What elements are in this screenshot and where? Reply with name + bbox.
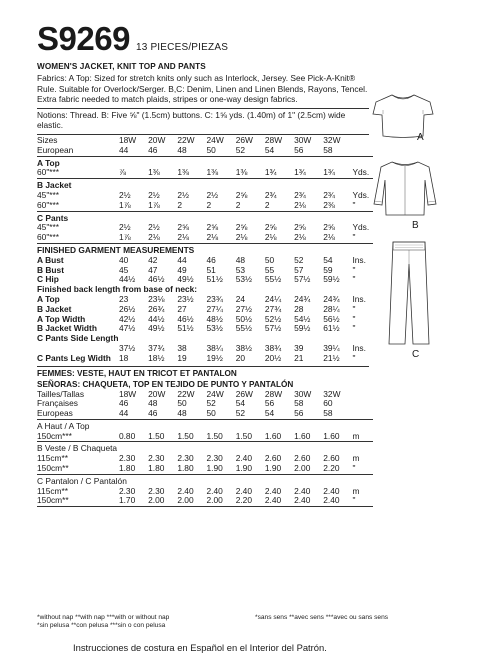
cell-value: 40 [118,254,129,265]
cell-value: 20W [148,388,166,399]
fabrics-text: Fabrics: A Top: Sized for stretch knits only such as Interlock, Jersey. See Pick-A-Knit® Rule. Suitable for Overlock/Serger. B,C: Denim, Linen and Linen Blends, Rayons, Tencel. Extra fabric needed to match plaids, stripes or one-way design fabrics. [37,73,368,105]
cell-value: 1⅜ [235,167,248,178]
cell-value: 50½ [235,313,252,324]
cell-value: 56 [264,398,275,409]
cell-unit: Yds. [352,222,370,233]
cell-value: 2⅛ [294,232,306,243]
divider [37,108,369,109]
cell-value: 26½ [118,303,136,314]
cell-value: 42 [148,254,158,265]
cell-value: 28 [294,303,304,314]
row-label: A Top [37,293,60,304]
cell-value: 51½ [177,323,194,334]
cell-value: 38½ [235,342,252,353]
cell-unit [352,146,373,156]
cell-value: 54 [264,408,275,419]
cell-value: 24¼ [264,293,282,304]
cell-value: 2⅛ [148,232,160,243]
notions-text: Notions: Thread. B: Five ⅝" (1.5cm) buttons. C: 1⅝ yds. (1.40m) of 1" (2.5cm) wide elastic. [37,109,346,131]
section-heading: B Veste / B Chaqueta [37,443,118,454]
cell-value: 1⅜ [206,167,219,178]
cell-value: 27½ [235,303,252,314]
cell-value: 59½ [294,323,311,334]
cell-value: 50 [177,398,187,409]
cell-value: 38¾ [264,342,282,353]
divider [37,366,369,367]
cell-value: 56 [294,144,304,155]
cell-value: 26W [235,388,253,399]
cell-value: 1⅞ [118,199,131,210]
cell-value: 24¾ [323,293,340,304]
metric-yardage-table [37,390,373,510]
row-label: 150cm*** [37,430,72,441]
cell-value: 47 [148,264,158,275]
view-a-top-illustration [370,92,436,142]
cell-value: 32W [323,388,341,399]
cell-value: 44½ [118,274,136,285]
row-label: C Hip [37,274,59,285]
cell-value: 20W [148,134,166,145]
cell-value: 50 [264,254,275,265]
cell-value: 0.80 [118,430,136,441]
cell-value: 2¾ [264,189,277,200]
cell-value: 2⅝ [323,222,335,233]
cell-value: 48 [177,144,187,155]
footnote-english: *without nap **with nap ***with or without nap [37,614,170,621]
cell-value: 2.30 [118,453,136,464]
cell-value: 18½ [148,352,165,363]
cell-value: 2⅝ [206,222,219,233]
cell-unit: m [352,430,360,441]
cell-value: 54½ [294,313,311,324]
cell-value: 46½ [177,313,194,324]
cell-value: 2½ [148,189,160,200]
row-label: Tailles/Tallas [37,388,85,399]
view-c-pants-illustration [385,240,433,348]
cell-value: 1⅜ [177,167,189,178]
cell-unit: " [352,274,356,285]
cell-value: 44½ [148,313,165,324]
cell-value: 56½ [323,313,340,324]
cell-value: 2.00 [148,495,165,506]
cell-value: 58 [323,408,333,419]
cell-value: 2.00 [177,495,194,506]
cell-value: 1.60 [323,430,340,441]
cell-value: 59½ [323,274,340,285]
section-heading: C Pantalon / C Pantalón [37,475,127,486]
section-heading: Finished back length from base of neck: [37,284,198,295]
cell-value: 48 [235,254,246,265]
cell-value: 2.20 [323,463,340,474]
cell-unit: " [352,463,356,474]
cell-value: 30W [294,134,312,145]
cell-value: 1.90 [264,463,282,474]
section-heading: B Jacket [37,180,72,191]
cell-value: 48 [148,398,158,409]
cell-value: 21½ [323,352,340,363]
cell-value: 2.20 [235,495,252,506]
table-row [37,409,373,419]
cell-value: 2.40 [206,485,223,496]
cell-value: 38¼ [206,342,223,353]
row-label: 45"*** [37,189,60,200]
cell-value: 45 [118,264,129,275]
cell-value: 2.30 [177,453,194,464]
row-divider [37,507,373,510]
cell-value: 2⅝ [264,222,277,233]
cell-value: 58 [323,144,333,155]
cell-value: 44 [118,408,129,419]
cell-value: 28W [264,134,283,145]
cell-value: 2⅛ [235,232,248,243]
cell-value: 2.40 [323,485,340,496]
cell-value: 27¾ [264,303,282,314]
cell-value: 2⅝ [177,222,189,233]
cell-unit: " [352,495,356,506]
cell-value: 2.40 [294,485,311,496]
cell-unit: Ins. [352,342,366,353]
cell-value: 2.60 [294,453,311,464]
cell-value: ⅞ [118,167,126,178]
table-row [37,233,373,243]
cell-value: 42½ [118,313,136,324]
row-label: 150cm** [37,463,69,474]
row-label: B Jacket [37,303,72,314]
cell-unit: " [352,352,356,363]
cell-value: 2½ [177,189,189,200]
table-row [37,354,373,364]
cell-value: 1¾ [294,167,306,178]
row-label: 115cm** [37,453,69,464]
cell-value: 39 [294,342,304,353]
row-label: Sizes [37,134,58,145]
cell-value: 2.40 [294,495,311,506]
cell-value: 1.50 [177,430,194,441]
cell-value: 1.80 [118,463,136,474]
cell-value: 1.70 [118,495,136,506]
cell-unit: " [352,303,356,314]
cell-value: 23¾ [206,293,223,304]
english-yardage-table [37,136,373,364]
cell-value: 2½ [206,189,219,200]
row-label: B Bust [37,264,64,275]
cell-value: 49 [177,264,187,275]
cell-unit: Ins. [352,254,366,265]
cell-value: 60 [323,398,333,409]
cell-unit: Yds. [352,189,370,200]
cell-value: 57 [294,264,304,275]
cell-value: 2⅛ [177,232,189,243]
cell-value: 2 [235,199,241,210]
english-section [37,61,369,509]
cell-value: 28¼ [323,303,340,314]
cell-value: 2¾ [294,189,306,200]
cell-value: 2 [264,199,270,210]
cell-value: 2.40 [264,495,282,506]
cell-value: 46½ [148,274,165,285]
cell-value: 52 [235,408,246,419]
cell-value: 51 [206,264,216,275]
cell-value: 50 [206,144,216,155]
cell-value: 2⅝ [294,222,306,233]
cell-value: 52 [206,398,216,409]
row-label: European [37,144,74,155]
cell-value: 1.50 [206,430,223,441]
cell-unit: " [352,232,356,243]
cell-value: 27 [177,303,187,314]
divider [37,134,369,135]
cell-value: 28W [264,388,283,399]
table-row [37,168,373,178]
cell-value: 55½ [235,323,252,334]
cell-value: 2.30 [206,453,223,464]
section-heading: A Haut / A Top [37,420,90,431]
table-row [37,496,373,506]
table-row [37,432,373,442]
cell-value: 2.40 [235,453,252,464]
cell-value: 44 [177,254,187,265]
cell-value: 56 [294,408,304,419]
cell-value: 55 [264,264,275,275]
cell-value: 44 [118,144,129,155]
cell-value: 1.80 [148,463,165,474]
cell-value: 26W [235,134,253,145]
cell-value: 2½ [148,222,160,233]
cell-value: 49½ [148,323,165,334]
cell-value: 53½ [206,323,223,334]
divider [37,507,373,510]
cell-value: 39¼ [323,342,340,353]
cell-value: 2.30 [118,485,136,496]
cell-value: 1.50 [148,430,165,441]
header [37,22,228,55]
row-label: 115cm** [37,485,69,496]
cell-value: 2.60 [323,453,340,464]
cell-value: 1.50 [235,430,252,441]
cell-unit: " [352,199,356,210]
cell-value: 46 [148,408,158,419]
row-label: 45"*** [37,222,60,233]
cell-value: 21 [294,352,304,363]
cell-value: 2.30 [148,453,165,464]
cell-value: 37½ [118,342,136,353]
view-b-jacket-illustration [370,160,440,218]
cell-value: 2.00 [294,463,311,474]
cell-unit: m [352,485,360,496]
cell-value: 54 [323,254,333,265]
row-label: 60"*** [37,232,60,243]
cell-value: 2 [177,199,182,210]
cell-value: 19 [177,352,187,363]
footnotes [37,614,437,631]
cell-value: 26¾ [148,303,165,314]
english-title: WOMEN'S JACKET, KNIT TOP AND PANTS [37,62,206,71]
cell-unit: m [352,453,360,464]
cell-value: 57½ [294,274,311,285]
row-label: A Top Width [37,313,86,324]
cell-value: 46 [148,144,158,155]
cell-value: 2⅝ [235,222,248,233]
cell-value: 2.40 [323,495,340,506]
cell-value: 2.40 [177,485,194,496]
cell-value: 47½ [118,323,136,334]
cell-unit [352,409,373,419]
cell-value: 2.60 [264,453,282,464]
cell-value: 2⅝ [235,189,248,200]
cell-value: 2⅛ [206,232,219,243]
row-label: Europeas [37,408,73,419]
cell-value: 23½ [177,293,194,304]
section-heading: A Top [37,157,60,168]
pieces-count: 13 PIECES/PIEZAS [135,42,229,53]
cell-value: 1.90 [235,463,252,474]
cell-value: 1.80 [177,463,194,474]
cell-unit: " [352,264,356,275]
section-heading: C Pants Side Length [37,333,119,344]
cell-value: 24 [235,293,246,304]
view-a-label: A [417,132,424,143]
footnote-french: *sans sens **avec sens ***avec ou sans sens [255,614,389,621]
cell-value: 22W [177,388,195,399]
row-label: A Bust [37,254,64,265]
cell-value: 53½ [235,274,252,285]
cell-value: 24W [206,134,224,145]
cell-value: 2½ [118,189,131,200]
cell-value: 1.60 [264,430,282,441]
cell-value: 24W [206,388,224,399]
cell-value: 1.60 [294,430,311,441]
cell-unit [352,390,373,400]
cell-value: 20 [235,352,246,363]
cell-value: 2.00 [206,495,223,506]
pattern-number: S9269 [37,20,130,57]
cell-value: 1⅞ [148,199,160,210]
cell-unit: " [352,323,356,334]
cell-value: 57½ [264,323,282,334]
cell-value: 1.90 [206,463,223,474]
cell-value: 27¼ [206,303,223,314]
cell-value: 1¾ [323,167,335,178]
cell-unit [352,399,373,409]
cell-value: 55½ [264,274,282,285]
cell-value: 2.30 [148,485,165,496]
cell-value: 1⅞ [118,232,131,243]
cell-value: 1⅜ [148,167,160,178]
footnote-spanish: *sin pelusa **con pelusa ***sin o con pelusa [37,622,166,630]
cell-value: 22W [177,134,195,145]
cell-value: 23⅛ [148,293,165,304]
cell-unit: Ins. [352,293,366,304]
cell-unit: Yds. [352,167,370,178]
cell-value: 52 [294,254,304,265]
cell-unit: " [352,313,356,324]
row-label: Françaises [37,398,78,409]
french-title: FEMMES: VESTE, HAUT EN TRICOT ET PANTALON [37,368,237,378]
cell-value: 49½ [177,274,194,285]
cell-value: 46 [206,254,216,265]
cell-value: 24¾ [294,293,311,304]
cell-value: 2⅜ [323,199,335,210]
spanish-instructions-note: Instrucciones de costura en Español en el Interior del Patrón. [73,642,327,653]
cell-value: 19½ [206,352,223,363]
section-heading: FINISHED GARMENT MEASUREMENTS [37,244,195,255]
row-label: B Jacket Width [37,323,97,334]
cell-value: 54 [235,398,246,409]
table-row [37,464,373,474]
cell-value: 59 [323,264,333,275]
cell-value: 48 [177,408,187,419]
cell-value: 2 [206,199,212,210]
cell-value: 2¾ [323,189,335,200]
cell-value: 58 [294,398,304,409]
cell-value: 23 [118,293,129,304]
cell-value: 1¾ [264,167,277,178]
cell-value: 32W [323,134,341,145]
cell-value: 2.40 [235,485,252,496]
cell-value: 52 [235,144,246,155]
spanish-title: SEÑORAS: CHAQUETA, TOP EN TEJIDO DE PUNTO Y PANTALÓN [37,379,294,389]
table-row [37,146,373,156]
row-label: 60"*** [37,167,60,178]
cell-value: 53 [235,264,246,275]
row-label: 150cm** [37,495,69,506]
cell-value: 18 [118,352,129,363]
cell-value: 2⅛ [294,199,306,210]
cell-value: 50 [206,408,216,419]
view-b-label: B [412,220,419,231]
view-c-label: C [412,349,420,360]
cell-value: 2⅛ [264,232,277,243]
cell-value: 2.40 [264,485,282,496]
cell-value: 20½ [264,352,282,363]
row-label: 60"*** [37,199,60,210]
row-label: C Pants Leg Width [37,352,111,363]
cell-value: 2⅛ [323,232,335,243]
cell-value: 54 [264,144,275,155]
cell-value: 51½ [206,274,223,285]
cell-value: 18W [118,134,137,145]
cell-value: 46 [118,398,129,409]
cell-value: 30W [294,388,312,399]
table-row [37,201,373,211]
cell-value: 37¾ [148,342,165,353]
cell-value: 38 [177,342,187,353]
cell-value: 18W [118,388,137,399]
cell-value: 52½ [264,313,282,324]
cell-value: 48½ [206,313,223,324]
section-heading: C Pants [37,212,69,223]
cell-value: 61½ [323,323,340,334]
cell-value: 2½ [118,222,131,233]
